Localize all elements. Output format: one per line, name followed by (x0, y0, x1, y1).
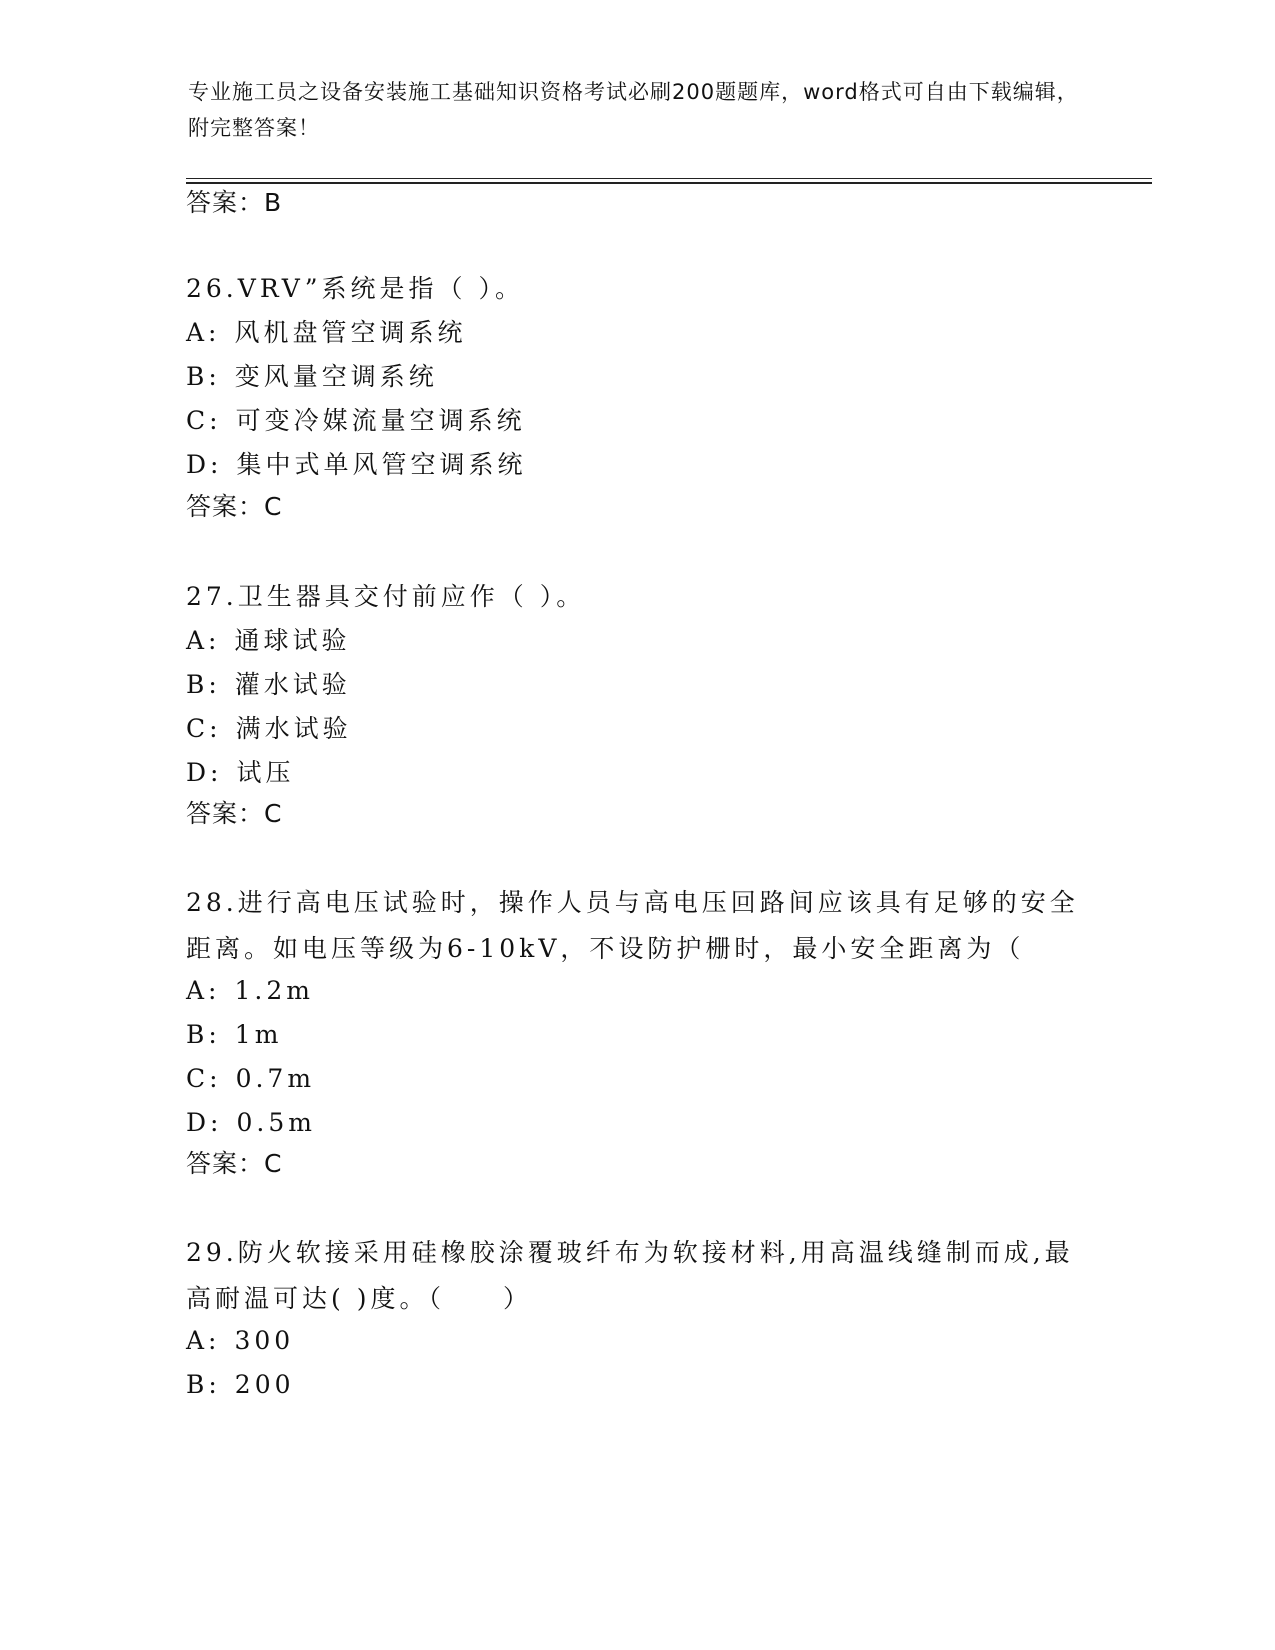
option-letter: A: (186, 318, 221, 347)
option-text: 通球试验 (234, 626, 351, 655)
question-26-option-d (186, 442, 526, 488)
option-letter: D: (186, 1108, 223, 1137)
option-letter: C: (186, 714, 222, 743)
option-text: 300 (234, 1326, 295, 1355)
question-27-stem: 27.卫生器具交付前应作（ ）。 (186, 582, 586, 611)
option-letter: C: (186, 406, 222, 435)
answer-q25: 答案：B (186, 188, 283, 217)
question-29-option-b (186, 1362, 295, 1408)
option-text: 200 (234, 1370, 295, 1399)
question-28-stem: 28.进行高电压试验时，操作人员与高电压回路间应该具有足够的安全距离。如电压等级为6-10kV，不设防护栅时，最小安全距离为（ (186, 888, 1079, 963)
option-letter: B: (186, 670, 221, 699)
option-text: 试压 (236, 758, 295, 787)
option-letter: A: (186, 976, 221, 1005)
question-28-option-b (186, 1012, 282, 1058)
question-27-option-c (186, 706, 352, 752)
question-28-option-d (186, 1100, 316, 1146)
header-divider-thin (186, 178, 1152, 179)
option-letter: B: (186, 1020, 221, 1049)
question-26-stem: 26.VRV”系统是指（ ）。 (186, 274, 524, 303)
option-text: 满水试验 (235, 714, 352, 743)
option-text: 0.7m (235, 1064, 316, 1093)
question-26-option-a (186, 310, 467, 356)
option-text: 变风量空调系统 (234, 362, 438, 391)
question-28-option-c (186, 1056, 315, 1102)
option-letter: B: (186, 362, 221, 391)
option-text: 1.2m (234, 976, 314, 1005)
option-text: 可变冷媒流量空调系统 (235, 406, 526, 435)
question-29-stem: 29.防火软接采用硅橡胶涂覆玻纤布为软接材料,用高温线缝制而成,最高耐温可达( )度。（ ） (186, 1238, 1074, 1313)
answer-q28: 答案：C (186, 1149, 283, 1178)
document-header: 专业施工员之设备安装施工基础知识资格考试必刷200题题库，word格式可自由下载编辑，附完整答案！ (188, 80, 1079, 140)
option-letter: D: (186, 450, 223, 479)
question-26-option-c (186, 398, 526, 444)
option-text: 风机盘管空调系统 (234, 318, 467, 347)
answer-q27: 答案：C (186, 799, 283, 828)
option-text: 0.5m (236, 1108, 316, 1137)
question-27-option-b (186, 662, 351, 708)
option-text: 灌水试验 (234, 670, 351, 699)
question-27-option-a (186, 618, 351, 664)
question-26-option-b (186, 354, 438, 400)
option-text: 集中式单风管空调系统 (236, 450, 527, 479)
header-divider-thick (186, 182, 1152, 184)
option-text: 1m (234, 1020, 283, 1049)
question-28-option-a (186, 968, 314, 1014)
answer-q26: 答案：C (186, 492, 283, 521)
option-letter: A: (186, 1326, 221, 1355)
question-29-option-a (186, 1318, 294, 1364)
option-letter: A: (186, 626, 221, 655)
option-letter: D: (186, 758, 223, 787)
question-27-option-d (186, 750, 294, 796)
option-letter: C: (186, 1064, 222, 1093)
option-letter: B: (186, 1370, 221, 1399)
